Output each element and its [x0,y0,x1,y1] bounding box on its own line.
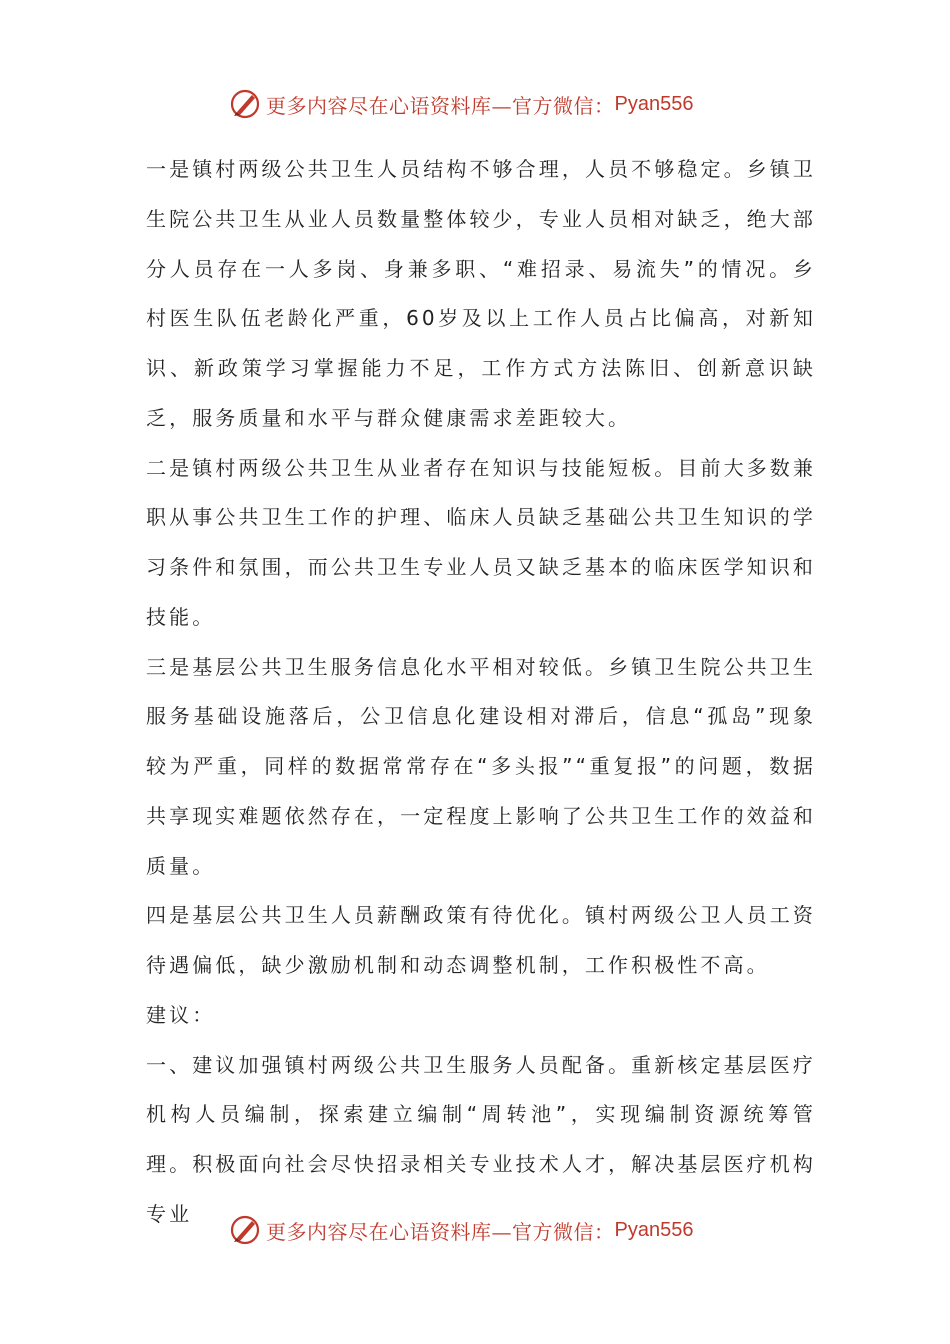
pen-circle-logo-icon [228,1213,262,1247]
header-banner [228,86,693,122]
banner-wechat-id: Pyan556 [614,92,694,115]
banner-wechat-id: Pyan556 [614,1218,694,1241]
paragraph-suggestion-1: 一、建议加强镇村两级公共卫生服务人员配备。重新核定基层医疗机构人员编制，探索建立编制“周转池”，实现编制资源统筹管理。积极面向社会尽快招录相关专业技术人才，解决基层医疗机构专业 [146,1052,816,1226]
footer-banner [228,1212,693,1248]
paragraph-issue-2: 二是镇村两级公共卫生从业者存在知识与技能短板。目前大多数兼职从事公共卫生工作的护理、临床人员缺乏基础公共卫生知识的学习条件和氛围，而公共卫生专业人员又缺乏基本的临床医学知识和技能。 [146,455,816,629]
banner-text: 更多内容尽在心语资料库—官方微信： [266,1219,615,1244]
paragraph-issue-1: 一是镇村两级公共卫生人员结构不够合理，人员不够稳定。乡镇卫生院公共卫生从业人员数量整体较少，专业人员相对缺乏，绝大部分人员存在一人多岗、身兼多职、“难招录、易流失”的情况。乡村医生队伍老龄化严重，60岁及以上工作人员占比偏高，对新知识、新政策学习掌握能力不足，工作方式方法陈旧、创新意识缺乏，服务质量和水平与群众健康需求差距较大。 [146,157,816,430]
paragraph-issue-4: 四是基层公共卫生人员薪酬政策有待优化。镇村两级公卫人员工资待遇偏低，缺少激励机制和动态调整机制，工作积极性不高。 [146,903,816,977]
document-body [146,145,816,1240]
paragraph-issue-3: 三是基层公共卫生服务信息化水平相对较低。乡镇卫生院公共卫生服务基础设施落后，公卫信息化建设相对滞后，信息“孤岛”现象较为严重，同样的数据常常存在“多头报”“重复报”的问题，数据共享现实难题依然存在，一定程度上影响了公共卫生工作的效益和质量。 [146,654,816,878]
suggestions-heading: 建议： [146,1002,216,1027]
banner-text: 更多内容尽在心语资料库—官方微信： [266,93,615,118]
pen-circle-logo-icon [228,87,262,121]
